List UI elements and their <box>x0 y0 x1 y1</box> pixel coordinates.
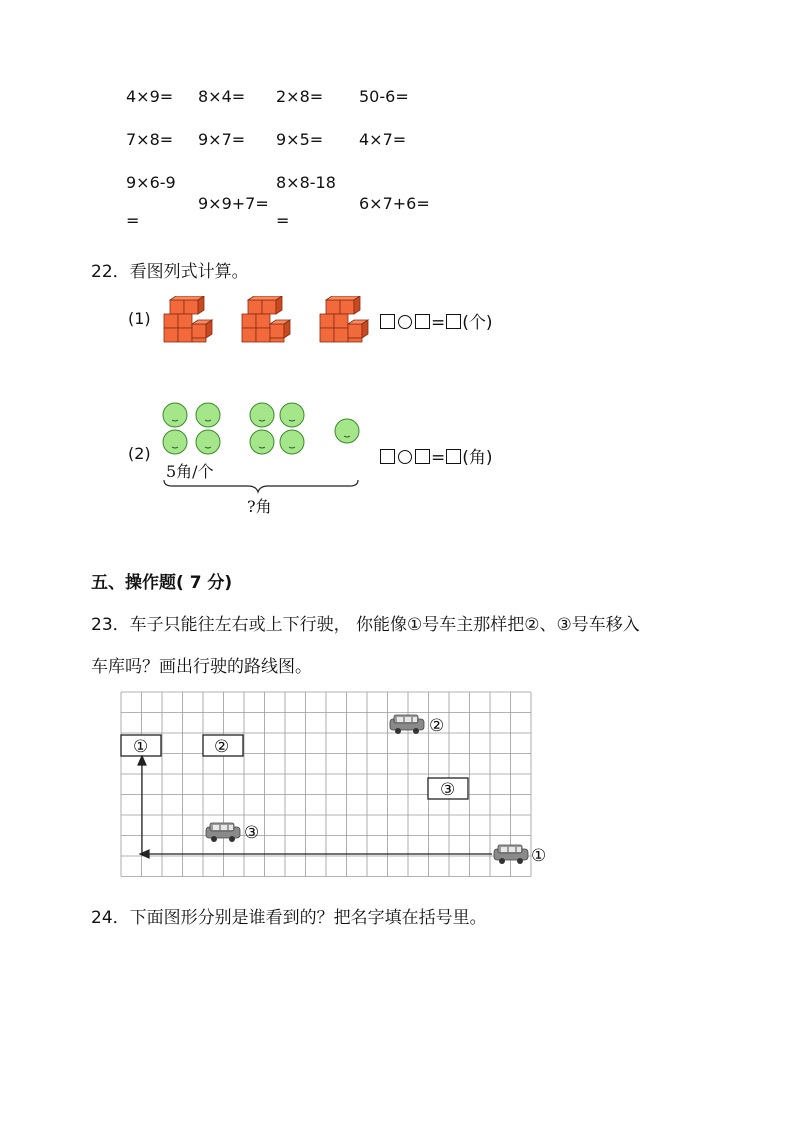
q22-part2-equation <box>379 443 493 468</box>
equals-sign: = <box>431 313 446 333</box>
car-2-icon <box>390 715 424 734</box>
equals-sign: = <box>431 448 446 468</box>
drill-2-4: 4×7= <box>359 130 407 149</box>
coin <box>163 403 187 427</box>
car1-route <box>138 756 492 858</box>
answer-box[interactable] <box>446 449 461 464</box>
drill-1-2: 8×4= <box>198 87 246 106</box>
garage-2-label: ② <box>214 737 230 757</box>
cube-stacks <box>160 296 380 344</box>
coin-total-label: ?角 <box>247 497 272 516</box>
drill-1-3: 2×8= <box>276 87 324 106</box>
coin <box>280 430 304 454</box>
car-3-label: ③ <box>244 823 260 843</box>
drill-3-4: 6×7+6= <box>359 194 430 213</box>
drill-3-2: 9×9+7= <box>198 194 269 213</box>
cube-stack-2 <box>242 296 290 342</box>
drill-2-1: 7×8= <box>126 130 174 149</box>
drill-2-2: 9×7= <box>198 130 246 149</box>
car-2-label: ② <box>429 716 445 736</box>
coin <box>250 430 274 454</box>
answer-box[interactable] <box>415 449 430 464</box>
coin <box>196 403 220 427</box>
q22-part1-equation <box>379 308 493 333</box>
car-1-label: ① <box>531 846 547 866</box>
answer-box[interactable] <box>380 449 395 464</box>
coin <box>250 403 274 427</box>
coin <box>335 419 359 443</box>
car-1-icon <box>494 845 528 864</box>
q22-part1-label: (1) <box>128 309 151 328</box>
drill-3-3-top: 8×8-18 <box>276 173 336 192</box>
operator-circle[interactable] <box>398 315 412 329</box>
coin <box>163 430 187 454</box>
unit-label: (个) <box>462 313 493 333</box>
cube-stack-3 <box>320 296 368 342</box>
section5-title: 五、操作题( 7 分) <box>91 573 233 593</box>
drill-3-1-bottom: = <box>126 211 140 230</box>
answer-box[interactable] <box>415 314 430 329</box>
drill-2-3: 9×5= <box>276 130 324 149</box>
q24-title: 24．下面图形分别是谁看到的？把名字填在括号里。 <box>91 908 487 928</box>
drill-3-3-bottom: = <box>276 211 290 230</box>
drill-3-1-top: 9×6-9 <box>126 173 176 192</box>
garage-3-label: ③ <box>440 780 456 800</box>
q22-part2-label: (2) <box>128 444 151 463</box>
drill-1-1: 4×9= <box>126 87 174 106</box>
drill-1-4: 50-6= <box>359 87 409 106</box>
q23-line2: 车库吗？画出行驶的路线图。 <box>91 657 312 677</box>
route-grid[interactable] <box>110 685 560 890</box>
answer-box[interactable] <box>380 314 395 329</box>
q22-title: 22．看图列式计算。 <box>91 262 249 282</box>
coin <box>280 403 304 427</box>
unit-label: (角) <box>462 448 493 468</box>
operator-circle[interactable] <box>398 450 412 464</box>
q23-line1: 23．车子只能往左右或上下行驶， 你能像①号车主那样把②、③号车移入 <box>91 615 640 635</box>
cube-stack-1 <box>164 296 212 342</box>
coin <box>196 430 220 454</box>
car-3-icon <box>206 823 240 842</box>
answer-box[interactable] <box>446 314 461 329</box>
coin-price-label: 5角/个 <box>166 462 214 481</box>
garage-1-label: ① <box>133 737 149 757</box>
